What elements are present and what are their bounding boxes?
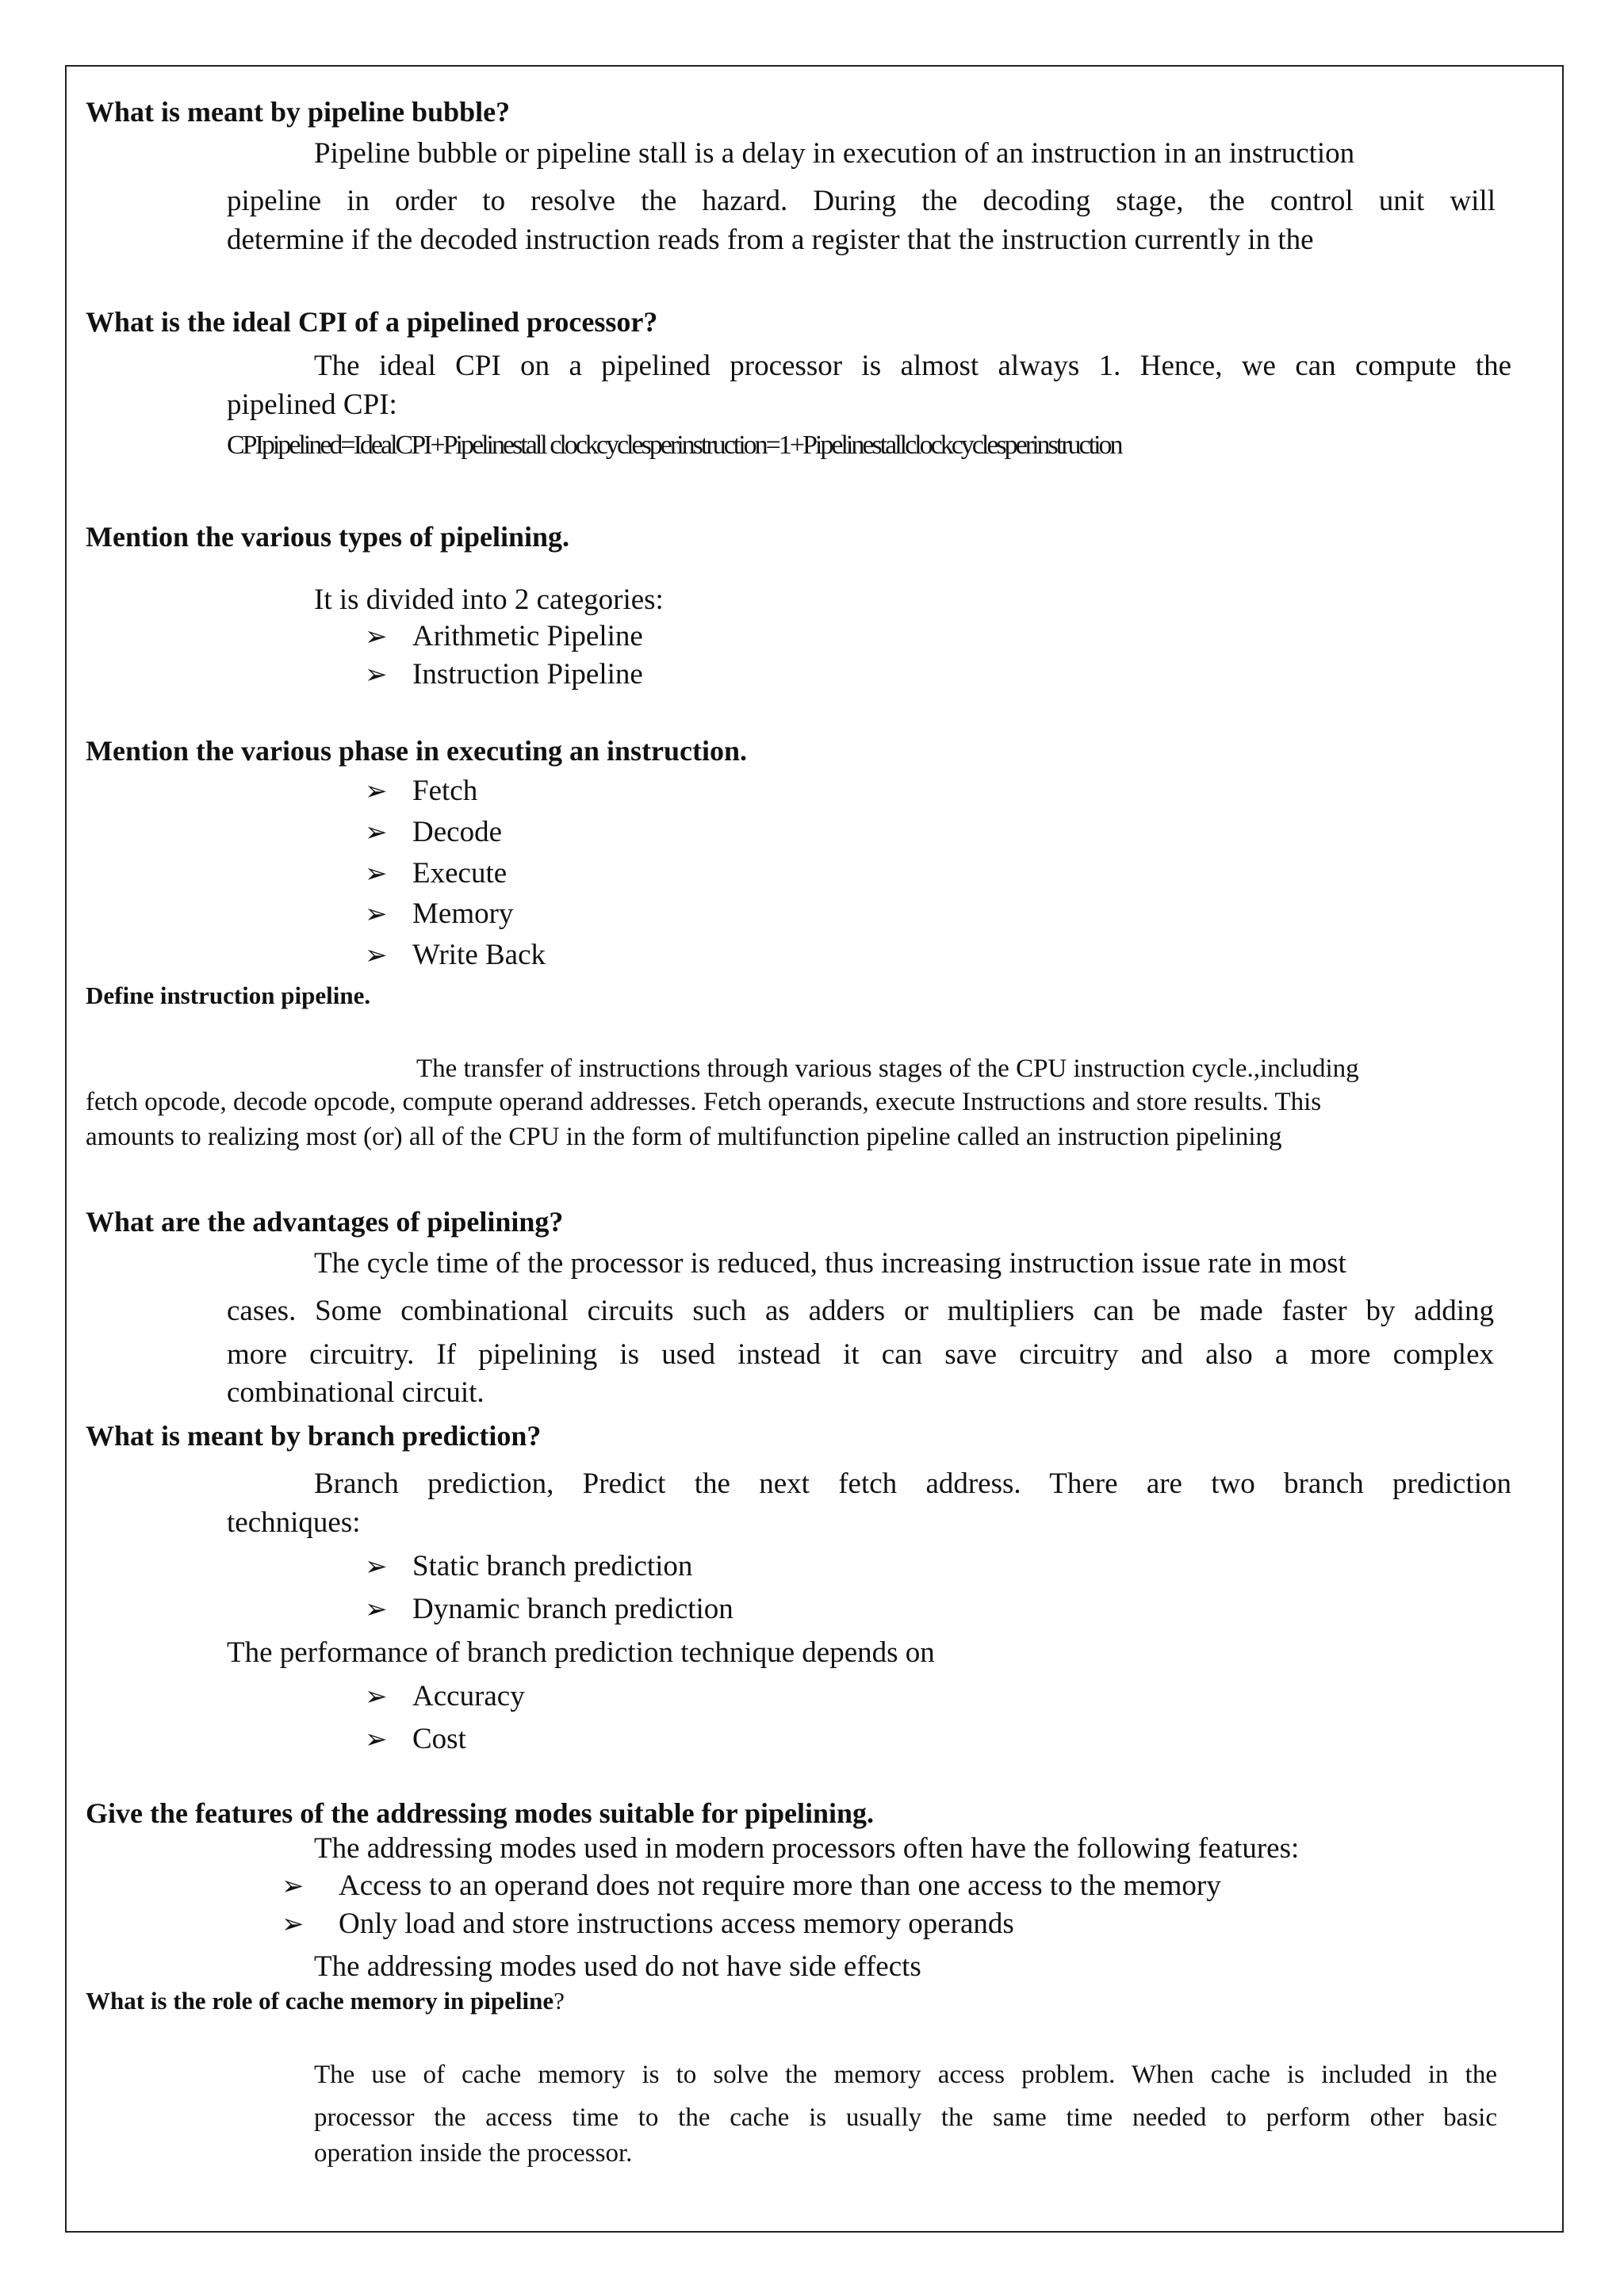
s6-line-1: The cycle time of the processor is reduced, thus increasing instruction issue rate in most — [314, 1247, 1346, 1280]
cpi-formula: CPIpipelined=IdealCPI+Pipelinestall clockcyclesperinstruction=1+Pipelinestallclockcyclesperinstruction — [227, 430, 1121, 460]
s1-line-3: determine if the decoded instruction reads from a register that the instruction currently in the — [227, 224, 1314, 256]
s5-line-2: fetch opcode, decode opcode, compute operand addresses. Fetch operands, execute Instructions and store results. This — [86, 1088, 1322, 1116]
s2-line-2: pipelined CPI: — [227, 388, 397, 421]
heading-branch-prediction: What is meant by branch prediction? — [86, 1420, 542, 1452]
heading-ideal-cpi: What is the ideal CPI of a pipelined processor? — [86, 306, 658, 338]
arrow-bullet-icon: ➢ — [365, 859, 388, 889]
heading-instruction-phases: Mention the various phase in executing an instruction. — [86, 735, 748, 767]
heading-types-of-pipelining: Mention the various types of pipelining. — [86, 521, 570, 553]
arrow-bullet-icon: ➢ — [365, 900, 388, 929]
list-item: ➢ Fetch — [365, 775, 478, 807]
list-item: ➢ Write Back — [365, 939, 546, 971]
heading-cache-memory-role: What is the role of cache memory in pipeline? — [86, 1987, 565, 2015]
heading-pipeline-bubble: What is meant by pipeline bubble? — [86, 96, 511, 128]
arrow-bullet-icon: ➢ — [365, 1725, 388, 1755]
s5-line-1: The transfer of instructions through various stages of the CPU instruction cycle.,including — [416, 1054, 1359, 1083]
s8-intro: The addressing modes used in modern processors often have the following features: — [314, 1832, 1300, 1865]
arrow-bullet-icon: ➢ — [282, 1872, 304, 1901]
s9-line-1: The use of cache memory is to solve the memory access problem. When cache is included in the — [314, 2061, 1497, 2089]
s7-line-2: techniques: — [227, 1506, 361, 1539]
s1-line-1: Pipeline bubble or pipeline stall is a delay in execution of an instruction in an instruction — [314, 137, 1355, 170]
s7-line-1: Branch prediction, Predict the next fetch address. There are two branch prediction — [314, 1468, 1511, 1500]
arrow-bullet-icon: ➢ — [282, 1910, 304, 1939]
arrow-bullet-icon: ➢ — [365, 1595, 388, 1624]
arrow-bullet-icon: ➢ — [365, 1682, 388, 1712]
arrow-bullet-icon: ➢ — [365, 622, 388, 652]
list-item: ➢ Cost — [365, 1723, 466, 1755]
list-item: ➢ Execute — [365, 857, 508, 890]
heading-advantages-pipelining: What are the advantages of pipelining? — [86, 1206, 564, 1238]
s9-line-3: operation inside the processor. — [314, 2139, 633, 2168]
s6-line-2: cases. Some combinational circuits such as adders or multipliers can be made faster by adding — [227, 1295, 1494, 1327]
list-item: ➢ Arithmetic Pipeline — [365, 620, 643, 652]
s5-line-3: amounts to realizing most (or) all of the CPU in the form of multifunction pipeline called an instruction pipelining — [86, 1123, 1282, 1151]
s2-line-1: The ideal CPI on a pipelined processor is almost always 1. Hence, we can compute the — [314, 350, 1511, 382]
arrow-bullet-icon: ➢ — [365, 941, 388, 970]
s7-mid: The performance of branch prediction technique depends on — [227, 1636, 935, 1669]
s3-intro: It is divided into 2 categories: — [314, 584, 664, 616]
list-item: ➢ Access to an operand does not require more than one access to the memory — [282, 1869, 1221, 1902]
list-item: ➢ Memory — [365, 897, 514, 930]
arrow-bullet-icon: ➢ — [365, 660, 388, 690]
arrow-bullet-icon: ➢ — [365, 1552, 388, 1582]
s6-line-4: combinational circuit. — [227, 1376, 485, 1409]
list-item: ➢ Only load and store instructions access memory operands — [282, 1908, 1014, 1940]
list-item: ➢ Accuracy — [365, 1680, 525, 1712]
heading-define-instruction-pipeline: Define instruction pipeline. — [86, 982, 371, 1009]
s9-line-2: processor the access time to the cache is usually the same time needed to perform other basic — [314, 2103, 1497, 2132]
list-item: ➢ Instruction Pipeline — [365, 658, 643, 691]
arrow-bullet-icon: ➢ — [365, 777, 388, 806]
s8-last: The addressing modes used do not have side effects — [314, 1950, 921, 1983]
list-item: ➢ Decode — [365, 816, 502, 848]
heading-addressing-modes: Give the features of the addressing modes suitable for pipelining. — [86, 1797, 875, 1829]
s1-line-2: pipeline in order to resolve the hazard. During the decoding stage, the control unit will — [227, 185, 1496, 217]
list-item: ➢ Static branch prediction — [365, 1550, 693, 1582]
arrow-bullet-icon: ➢ — [365, 818, 388, 848]
heading-question-mark: ? — [553, 1987, 565, 2015]
s6-line-3: more circuitry. If pipelining is used instead it can save circuitry and also a more complex — [227, 1338, 1494, 1371]
list-item: ➢ Dynamic branch prediction — [365, 1593, 733, 1625]
